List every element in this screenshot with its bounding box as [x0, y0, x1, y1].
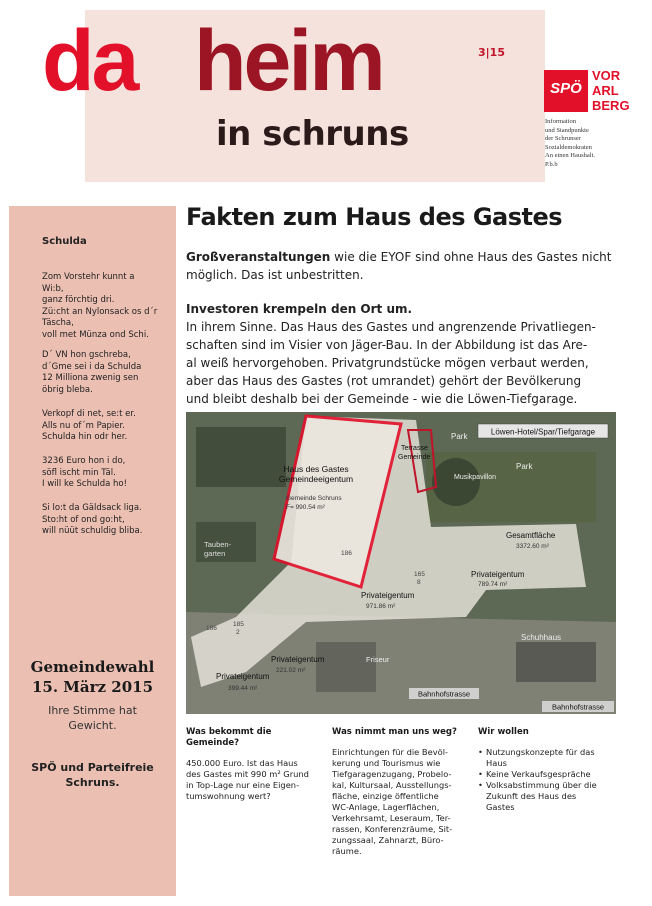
imprint-line: An einen Haushalt. [545, 152, 596, 159]
list-item [478, 780, 618, 813]
column-2-line: kal, Kultursaal, Ausstellungs- [332, 780, 452, 790]
map-label-terrasse-1: Terrasse [401, 445, 428, 452]
body-line: und bleibt deshalb bei der Gemeinde - wie die Löwen-Tiefgarage. [186, 392, 578, 406]
column-3-list [478, 747, 618, 813]
column-3-heading: Wir wollen [478, 727, 529, 737]
map-label-parcel-185: 185 [233, 621, 244, 628]
election-party [9, 760, 176, 790]
column-1-line: tumswohnung wert? [186, 791, 271, 801]
masthead-logo-heim: heim [194, 13, 383, 109]
list-item [478, 747, 618, 769]
column-2-text [332, 747, 472, 857]
map-label-priv-a: Privateigentum [471, 570, 525, 579]
lead-paragraph [186, 248, 616, 284]
election-heading [9, 657, 176, 697]
body-line: In ihrem Sinne. Das Haus des Gastes und angrenzende Privatliegen- [186, 320, 596, 334]
map-label-priv-a-area: 789.74 m² [478, 581, 508, 588]
column-2-line: WC-Anlage, Lagerflächen, [332, 802, 440, 812]
election-party-line: Schruns. [65, 776, 120, 789]
map-label-parcel-8: 8 [417, 579, 421, 586]
masthead-subtitle: in schruns [216, 114, 409, 154]
column-1-line: in Top-Lage nur eine Eigen- [186, 780, 300, 790]
column-1-heading-line: Gemeinde? [186, 738, 240, 748]
sub-heading: Investoren krempeln den Ort um. [186, 302, 413, 316]
map-label-priv-b-area: 971.86 m² [366, 603, 396, 610]
election-slogan-line: Gewicht. [68, 719, 117, 732]
map-label-priv-b: Privateigentum [361, 591, 415, 600]
body-line: schaften sind im Visier von Jäger-Bau. In der Abbildung ist das Are- [186, 338, 588, 352]
list-item-line: • Volksabstimmung über die [486, 780, 597, 790]
imprint-line: Sozialdemokraten [545, 143, 592, 151]
election-title: Gemeindewahl [30, 658, 155, 676]
poem-title: Schulda [42, 236, 87, 247]
lead-text: wie die EYOF sind ohne Haus des Gastes nicht [330, 250, 612, 264]
poem-stanza: Verkopf di net, se:t er. Alls nu of´m Papier. Schulda hin odr her. [42, 409, 136, 442]
map-label-priv-c-area: 221.02 m² [276, 667, 306, 674]
column-1-line: 450.000 Euro. Ist das Haus [186, 758, 298, 768]
party-region-line: BERG [592, 98, 630, 113]
column-2-line: kerung und Tourismus wie [332, 758, 441, 768]
map-label-banner: Löwen-Hotel/Spar/Tiefgarage [490, 427, 596, 437]
issue-number: 3|15 [478, 46, 505, 59]
map-label-terrasse-2: Gemeinde [398, 454, 431, 461]
body-line: aber das Haus des Gastes (rot umrandet) gehört der Bevölkerung [186, 374, 582, 388]
column-2-line: Einrichtungen für die Bevöl- [332, 747, 449, 757]
list-item-line: Zukunft des Haus des [486, 791, 577, 801]
column-2-line: fläche, einzige öffentliche [332, 791, 439, 801]
poem-stanza: 3236 Euro hon i do, söfl ischt min Täl. I will ke Schulda ho! [42, 456, 128, 489]
column-2-line: Verkehrsamt, Leseraum, Ter- [332, 813, 451, 823]
election-slogan-line: Ihre Stimme hat [48, 704, 137, 717]
column-1-heading [186, 727, 271, 749]
article-headline: Fakten zum Haus des Gastes [186, 203, 563, 231]
column-2-line: räume. [332, 846, 362, 856]
list-item-line: Gastes [486, 802, 515, 812]
column-2-line: zungssaal, Zahnarzt, Büro- [332, 835, 444, 845]
map-label-gesamt-1: Gesamtfläche [506, 531, 556, 540]
map-label-parcel-165: 165 [414, 571, 425, 578]
column-2-line: rassen, Konferenzräume, Sit- [332, 824, 453, 834]
lead-text: möglich. Das ist unbestritten. [186, 268, 364, 282]
election-date: 15. März 2015 [31, 678, 154, 696]
map-label-priv-d: Privateigentum [216, 672, 270, 681]
map-label-park-1: Park [451, 432, 468, 441]
body-line: al weiß hervorgehoben. Privatgrundstücke mögen verbaut werden, [186, 356, 589, 370]
imprint-line: der Schrunser [545, 135, 581, 142]
masthead-logo-da: da [42, 13, 137, 109]
map-label-schuhhaus: Schuhhaus [521, 633, 562, 642]
map-label-hdg-2: Gemeindeeigentum [278, 474, 354, 484]
map-label-frisoer: Friseur [366, 655, 390, 664]
column-1-text [186, 758, 326, 802]
map-label-parcel-186b: 186 [206, 625, 217, 632]
imprint [545, 118, 645, 169]
map-label-parcel-2: 2 [236, 629, 240, 636]
map-label-tauben-1: Tauben- [204, 540, 232, 549]
body-paragraph [186, 300, 616, 408]
lead-bold: Großveranstaltungen [186, 250, 331, 264]
poem-stanza: Si lo:t da Gäldsack liga. Sto:ht of ond go:ht, will nüüt schuldig bliba. [42, 503, 143, 536]
map-label-priv-d-area: 399.44 m² [228, 685, 258, 692]
map-label-bahnhof-1: Bahnhofstrasse [417, 689, 471, 699]
list-item-line: • Keine Verkaufsgespräche [486, 769, 591, 779]
map-label-park-2: Park [516, 462, 533, 471]
map-label-parcel-186: 186 [341, 550, 352, 557]
party-region-line: VOR [592, 68, 621, 83]
poem-stanza: D´ VN hon gschreba, d´Gme sei i da Schulda 12 Milliona zwenig sen öbrig bleba. [42, 350, 142, 395]
map-label-priv-c: Privateigentum [271, 655, 325, 664]
election-party-line: SPÖ und Parteifreie [31, 761, 154, 774]
map-label-hdg-1: Haus des Gastes [283, 464, 349, 474]
imprint-line: P.b.b [545, 160, 558, 168]
list-item-line: • Nutzungskonzepte für das [486, 747, 595, 757]
column-1-line: des Gastes mit 990 m² Grund [186, 769, 309, 779]
party-region [592, 68, 630, 113]
aerial-site-map [186, 412, 616, 714]
column-1-heading-line: Was bekommt die [186, 727, 272, 737]
map-label-pavillon: Musikpavillon [454, 474, 497, 481]
column-2-line: Tiefgaragenzugang, Probelo- [332, 769, 452, 779]
party-logo-text: SPÖ [550, 80, 582, 97]
map-label-bahnhof-2: Bahnhofstrasse [551, 702, 605, 712]
list-item [478, 769, 618, 780]
column-2-heading: Was nimmt man uns weg? [332, 727, 457, 737]
imprint-line: Information [545, 118, 577, 125]
map-label-tauben-2: garten [204, 549, 226, 558]
election-slogan [9, 703, 176, 733]
party-region-line: ARL [592, 83, 619, 98]
list-item-line: Haus [486, 758, 507, 768]
map-label-gesamt-2: 3372.60 m² [516, 543, 549, 550]
map-label-hdg-small-1: Gemeinde Schruns [286, 495, 342, 502]
poem-stanza: Zom Vorstehr kunnt a Wi:b, ganz förchtig dri. Zü:cht an Nylonsack os d´r Täscha, voll met Münza ond Schi. [42, 272, 158, 340]
imprint-line: und Standpunkte [545, 126, 589, 134]
map-label-hdg-small-2: F= 990.54 m² [286, 504, 325, 511]
